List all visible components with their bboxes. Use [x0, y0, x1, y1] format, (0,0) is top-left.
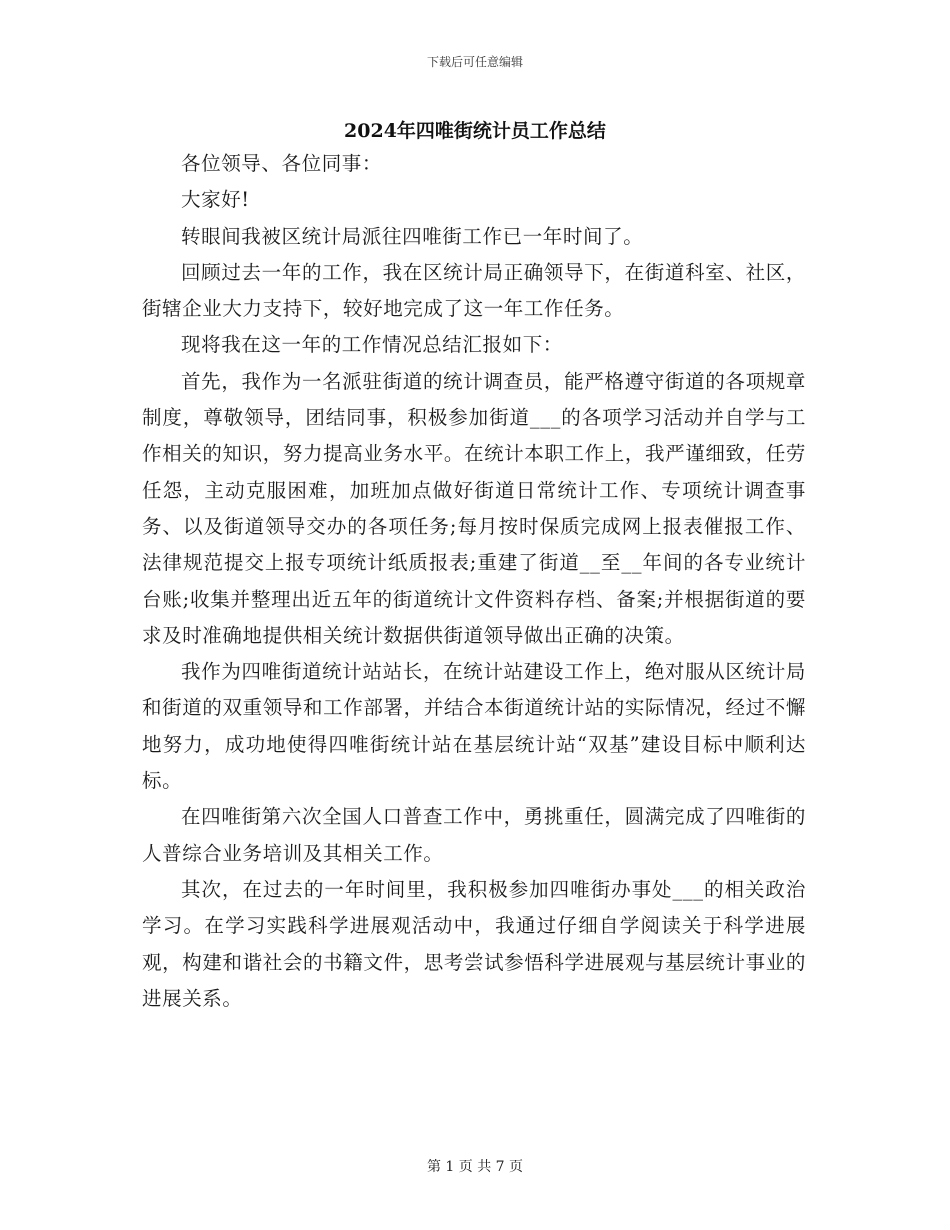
- page-header-note: 下载后可任意编辑: [426, 55, 523, 69]
- document-title: 2024年四唯街统计员工作总结: [344, 120, 606, 142]
- paragraph-summary-lead: 现将我在这一年的工作情况总结汇报如下：: [181, 333, 563, 357]
- page-number: 第 1 页 共 7 页: [426, 1159, 524, 1175]
- paragraph-greeting: 各位领导、各位同事：: [181, 152, 383, 175]
- paragraph-second: 其次，在过去的一年时间里，我积极参加四唯街办事处___的相关政治学习。在学习实践科学进展观活动中，我通过仔细自学阅读关于科学进展观，构建和谐社会的书籍文件，思考尝试参悟科学进展观与基层统计事业的进展关系。: [142, 877, 806, 1010]
- paragraph-review: 回顾过去一年的工作，我在区统计局正确领导下，在街道科室、社区，街辖企业大力支持下，较好地完成了这一年工作任务。: [142, 260, 806, 321]
- document-body: [142, 146, 806, 1017]
- paragraph-station: 我作为四唯街道统计站站长，在统计站建设工作上，绝对服从区统计局和街道的双重领导和工作部署，并结合本街道统计站的实际情况，经过不懈地努力，成功地使得四唯街统计站在基层统计站“双基”建设目标中顺利达标。: [142, 660, 806, 793]
- paragraph-intro: 转眼间我被区统计局派往四唯街工作已一年时间了。: [181, 224, 644, 248]
- paragraph-census: 在四唯街第六次全国人口普查工作中，勇挑重任，圆满完成了四唯街的人普综合业务培训及其相关工作。: [142, 805, 806, 865]
- paragraph-hello: 大家好!: [181, 188, 250, 212]
- paragraph-first: 首先，我作为一名派驻街道的统计调查员，能严格遵守街道的各项规章制度，尊敬领导，团结同事，积极参加街道___的各项学习活动并自学与工作相关的知识，努力提高业务水平。在统计本职工作上，我严谨细致，任劳任怨，主动克服困难，加班加点做好街道日常统计工作、专项统计调查事务、以及街道领导交办的各项任务;每月按时保质完成网上报表催报工作、法律规范提交上报专项统计纸质报表;重建了街道__至__年间的各专业统计台账;收集并整理出近五年的街道统计文件资料存档、备案;并根据街道的要求及时准确地提供相关统计数据供街道领导做出正确的决策。: [142, 369, 806, 647]
